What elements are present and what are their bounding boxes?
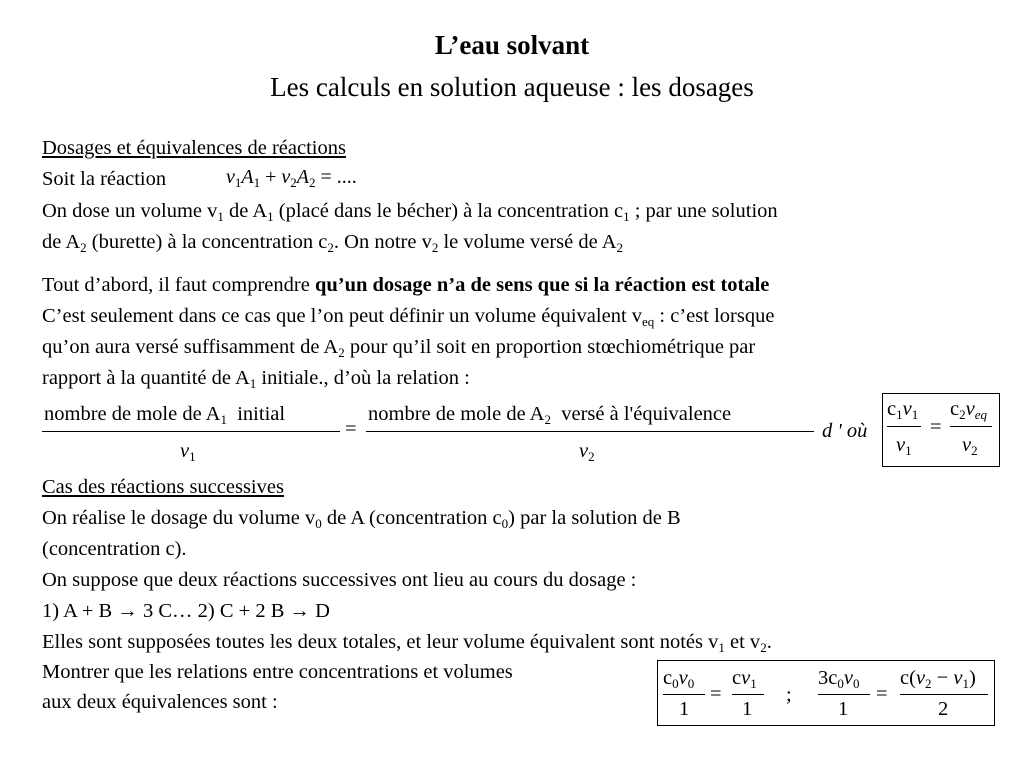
fraction-bar bbox=[818, 694, 870, 695]
reactions-line: 1) A + B → 3 C… 2) C + 2 B → D bbox=[42, 600, 330, 622]
fraction-bar bbox=[663, 694, 705, 695]
fraction-denominator: $\nu_1$ bbox=[896, 434, 912, 458]
equals-sign: = bbox=[345, 418, 357, 440]
section-heading-dosages: Dosages et équivalences de réactions bbox=[42, 137, 346, 159]
fraction-bar bbox=[366, 431, 814, 432]
fraction-bar bbox=[42, 431, 340, 432]
fraction-denominator: 2 bbox=[938, 698, 949, 720]
reaction-intro: Soit la réaction bbox=[42, 168, 167, 190]
fraction-bar bbox=[887, 426, 921, 427]
fraction-bar bbox=[732, 694, 764, 695]
paragraph-line: rapport à la quantité de $A_1$ initiale., d’où la relation : bbox=[42, 367, 470, 391]
fraction-denominator: $\nu_2$ bbox=[962, 434, 978, 458]
separator: ; bbox=[786, 684, 792, 706]
fraction-bar bbox=[950, 426, 992, 427]
paragraph-line: aux deux équivalences sont : bbox=[42, 691, 278, 713]
paragraph-line: (concentration c). bbox=[42, 538, 187, 560]
paragraph-line: qu’on aura versé suffisamment de $A_2$ pour qu’il soit en proportion stœchiométrique par bbox=[42, 336, 756, 360]
fraction-numerator: $c_1v_1$ bbox=[887, 398, 919, 422]
fraction-numerator: nombre de mole de $A_2$ versé à l'équivalence bbox=[368, 403, 732, 427]
fraction-numerator: $c(v_2 - v_1)$ bbox=[900, 667, 976, 691]
fraction-numerator: nombre de mole de $A_1$ initial bbox=[44, 403, 286, 427]
fraction-numerator: $c_2v_{eq}$ bbox=[950, 398, 987, 422]
fraction-bar bbox=[900, 694, 988, 695]
paragraph-line: de $A_2$ (burette) à la concentration $c_2$. On notre $v_2$ le volume versé de $A_2$ bbox=[42, 231, 624, 255]
equals-sign: = bbox=[710, 683, 722, 705]
paragraph-line: C’est seulement dans ce cas que l’on peut définir un volume équivalent $v_{eq}$ : c’est lorsque bbox=[42, 305, 775, 329]
reaction-equation: $\nu_1A_1 + \nu_2A_2$ = .... bbox=[226, 166, 357, 190]
slide-subtitle: Les calculs en solution aqueuse : les dosages bbox=[270, 72, 754, 102]
paragraph-line: Montrer que les relations entre concentrations et volumes bbox=[42, 661, 513, 683]
equals-sign: = bbox=[876, 683, 888, 705]
fraction-denominator: 1 bbox=[838, 698, 849, 720]
dou-label: d ' où bbox=[822, 420, 868, 442]
section-heading-successives: Cas des réactions successives bbox=[42, 476, 284, 498]
slide-title: L’eau solvant bbox=[434, 30, 590, 60]
paragraph-line: Tout d’abord, il faut comprendre qu’un dosage n’a de sens que si la réaction est totale bbox=[42, 274, 770, 296]
equals-sign: = bbox=[930, 416, 942, 438]
paragraph-line: On dose un volume $v_1$ de $A_1$ (placé dans le bécher) à la concentration $c_1$ ; par une solution bbox=[42, 200, 778, 224]
fraction-denominator: 1 bbox=[742, 698, 753, 720]
fraction-denominator: $\nu_1$ bbox=[180, 440, 196, 464]
fraction-denominator: $\nu_2$ bbox=[579, 440, 595, 464]
fraction-numerator: $c_0v_0$ bbox=[663, 667, 695, 691]
paragraph-line: On réalise le dosage du volume $v_0$ de A (concentration $c_0$) par la solution de B bbox=[42, 507, 681, 531]
fraction-numerator: $3c_0v_0$ bbox=[818, 667, 860, 691]
fraction-denominator: 1 bbox=[679, 698, 690, 720]
paragraph-line: On suppose que deux réactions successives ont lieu au cours du dosage : bbox=[42, 569, 637, 591]
fraction-numerator: $cv_1$ bbox=[732, 667, 757, 691]
paragraph-line: Elles sont supposées toutes les deux totales, et leur volume équivalent sont notés $v_1$ et $v_2$. bbox=[42, 631, 772, 655]
